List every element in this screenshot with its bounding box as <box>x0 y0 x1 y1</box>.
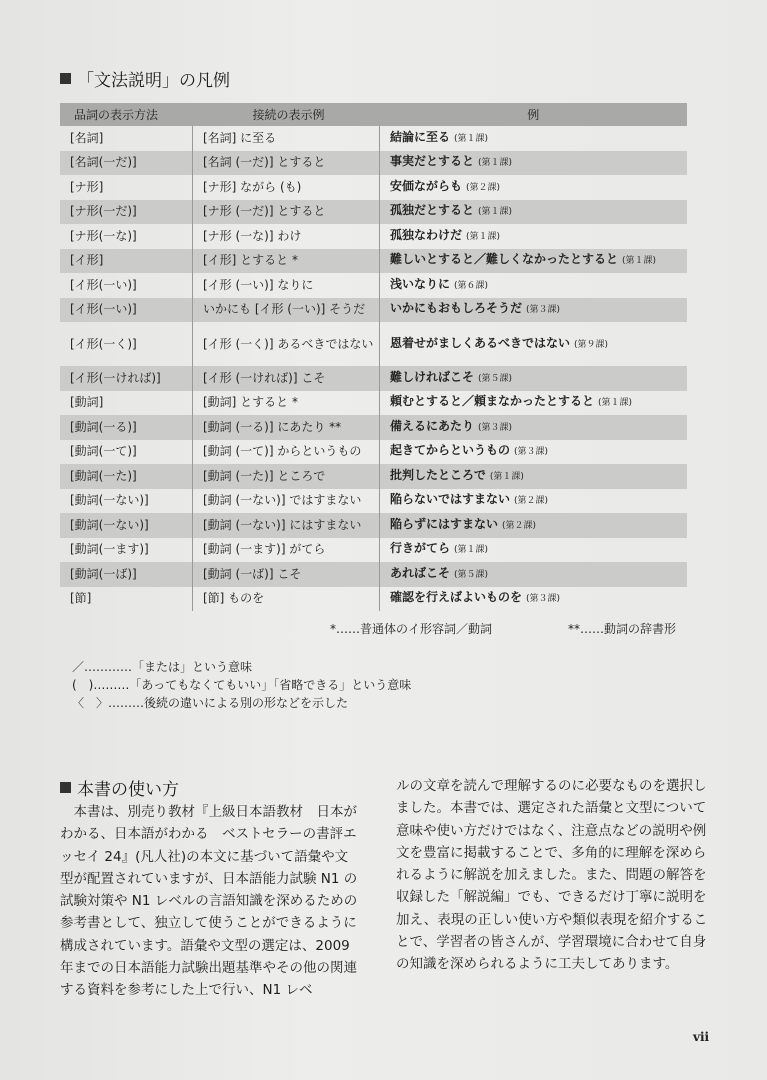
legend-table <box>60 103 687 611</box>
table-row <box>60 175 687 200</box>
page-number: vii <box>693 1030 710 1044</box>
row-connection: [動詞 (一ます)] がてら <box>193 538 380 563</box>
row-connection: [動詞 (一て)] からというもの <box>193 440 380 465</box>
section-title-usage <box>60 775 179 800</box>
row-example <box>380 440 688 465</box>
table-row <box>60 513 687 538</box>
row-example <box>380 415 688 440</box>
table-row <box>60 587 687 612</box>
row-connection: [ナ形 (一だ)] とすると <box>193 200 380 225</box>
row-pos: [動詞(一ます)] <box>70 542 149 557</box>
lesson-reference: (第２課) <box>502 520 537 531</box>
example-text: 陥らないではすまない <box>390 492 511 507</box>
lesson-reference: (第１課) <box>478 207 513 218</box>
row-connection: いかにも [イ形 (一い)] そうだ <box>193 298 380 323</box>
row-pos: [名詞(一だ)] <box>60 151 193 176</box>
lesson-reference: (第１課) <box>598 398 633 409</box>
footnote-star: *……普通体のイ形容詞／動詞 <box>330 622 493 636</box>
table-row <box>60 322 687 366</box>
row-connection: [動詞 (一ば)] こそ <box>193 562 380 587</box>
note-parentheses: ( )………「あってもなくてもいい」「省略できる」という意味 <box>72 678 412 692</box>
row-connection: [動詞 (一る)] にあたり ** <box>193 415 380 440</box>
row-pos: [ナ形(一な)] <box>70 228 137 243</box>
lesson-reference: (第６課) <box>454 280 489 291</box>
row-pos: [イ形(一く)] <box>70 336 137 351</box>
table-row <box>60 224 687 249</box>
header-example: 例 <box>380 103 688 126</box>
row-example <box>380 322 688 366</box>
row-pos: [イ形(一ければ)] <box>60 366 193 391</box>
table-row <box>60 298 687 323</box>
symbol-notes <box>72 658 411 712</box>
table-row <box>60 415 687 440</box>
lesson-reference: (第９課) <box>574 339 609 350</box>
row-example <box>380 249 688 274</box>
lesson-reference: (第１課) <box>478 158 513 169</box>
example-text: 孤独だとすると <box>390 203 475 218</box>
row-connection: [ナ形 (一な)] わけ <box>193 224 380 249</box>
lesson-reference: (第１課) <box>622 256 657 267</box>
example-text: 安価ながらも <box>390 178 463 193</box>
row-example <box>380 224 688 249</box>
section-title-text: 「文法説明」の凡例 <box>77 71 230 91</box>
example-text: 行きがてら <box>390 541 451 556</box>
table-row <box>60 366 687 391</box>
row-example <box>380 366 688 391</box>
row-pos: [動詞(一る)] <box>60 415 193 440</box>
lesson-reference: (第３課) <box>514 447 549 458</box>
row-connection: [イ形 (一く)] あるべきではない <box>193 322 380 366</box>
row-pos: [名詞] <box>70 130 104 145</box>
example-text: 難しいとすると／難しくなかったとすると <box>390 252 619 267</box>
row-connection: [動詞] とすると * <box>193 391 380 416</box>
row-pos: [動詞] <box>70 395 104 410</box>
row-connection: [名詞] に至る <box>193 126 380 151</box>
row-example <box>380 126 688 151</box>
header-connection: 接続の表示例 <box>193 103 380 126</box>
row-example <box>380 200 688 225</box>
row-connection: [動詞 (一ない)] ではすまない <box>193 489 380 514</box>
example-text: 浅いなりに <box>390 276 451 291</box>
lesson-reference: (第１課) <box>454 545 489 556</box>
lesson-reference: (第３課) <box>526 594 561 605</box>
row-example <box>380 298 688 323</box>
example-text: 備えるにあたり <box>390 418 475 433</box>
usage-column-right <box>396 775 708 976</box>
row-example <box>380 489 688 514</box>
row-example <box>380 538 688 563</box>
table-row <box>60 464 687 489</box>
table-row <box>60 391 687 416</box>
row-example <box>380 513 688 538</box>
row-pos: [イ形(一い)] <box>60 298 193 323</box>
table-header-row <box>60 103 687 126</box>
lesson-reference: (第１課) <box>454 133 489 144</box>
table-row <box>60 489 687 514</box>
row-connection: [イ形 (一ければ)] こそ <box>193 366 380 391</box>
row-pos: [動詞(一た)] <box>60 464 193 489</box>
usage-paragraph-right: ルの文章を読んで理解するのに必要なものを選択しました。本書では、選定された語彙と文型について意味や使い方だけではなく、注意点などの説明や例文を豊富に掲載することで、多角的に理解を深められるように解説を加えました。また、問題の解答を収録した「解説編」でも、できるだけ丁寧に説明を加え、表現の正しい使い方や類似表現を紹介することで、学習者の皆さんが、学習環境に合わせて自身の知識を深められるように工夫してあります。 <box>396 778 708 973</box>
square-bullet-icon <box>60 782 71 793</box>
header-pos: 品詞の表示方法 <box>60 103 193 126</box>
table-row <box>60 538 687 563</box>
table-row <box>60 273 687 298</box>
lesson-reference: (第１課) <box>489 471 524 482</box>
row-pos: [動詞(一ない)] <box>70 493 149 508</box>
row-pos: [ナ形(一だ)] <box>60 200 193 225</box>
row-connection: [名詞 (一だ)] とすると <box>193 151 380 176</box>
row-example <box>380 175 688 200</box>
row-connection: [節] ものを <box>193 587 380 612</box>
example-text: 起きてからというもの <box>390 443 511 458</box>
row-example <box>380 562 688 587</box>
row-connection: [動詞 (一ない)] にはすまない <box>193 513 380 538</box>
row-example <box>380 464 688 489</box>
table-row <box>60 151 687 176</box>
lesson-reference: (第２課) <box>466 182 501 193</box>
row-pos: [イ形(一い)] <box>70 277 137 292</box>
table-row <box>60 126 687 151</box>
row-connection: [イ形 (一い)] なりに <box>193 273 380 298</box>
note-slash: ／…………「または」という意味 <box>72 660 253 674</box>
row-pos: [動詞(一ば)] <box>60 562 193 587</box>
example-text: 陥らずにはすまない <box>390 516 499 531</box>
example-text: 確認を行えばよいものを <box>390 590 523 605</box>
example-text: 事実だとすると <box>390 154 475 169</box>
example-text: いかにもおもしろそうだ <box>390 301 523 316</box>
row-connection: [ナ形] ながら (も) <box>193 175 380 200</box>
row-pos: [動詞(一て)] <box>70 444 137 459</box>
section-title-legend <box>60 66 230 91</box>
row-example <box>380 273 688 298</box>
usage-paragraph-left: 本書は、別売り教材『上級日本語教材 日本がわかる、日本語がわかる ベストセラーの書評エッセイ 24』(凡人社)の本文に基づいて語彙や文型が配置されていますが、日本語能力試験 N1 の試験対策や N1 レベルの言語知識を深めるための参考書として、独立して使うことができるように構成されています。語彙や文型の選定は、2009 年までの日本語能力試験出題基準やその他の関連する資料を参考にした上で行い、N1 レベ <box>60 804 358 999</box>
lesson-reference: (第１課) <box>466 231 501 242</box>
row-example <box>380 587 688 612</box>
row-pos: [動詞(一ない)] <box>60 513 193 538</box>
row-pos: [節] <box>70 591 92 606</box>
lesson-reference: (第３課) <box>526 305 561 316</box>
table-body <box>60 126 687 611</box>
table-row <box>60 440 687 465</box>
lesson-reference: (第２課) <box>514 496 549 507</box>
table-row <box>60 249 687 274</box>
note-angle-brackets: 〈 〉………後続の違いによる別の形などを示した <box>72 696 349 710</box>
lesson-reference: (第５課) <box>454 569 489 580</box>
footnote-double-star: **……動詞の辞書形 <box>568 622 677 636</box>
row-pos: [ナ形] <box>70 179 104 194</box>
example-text: 恩着せがましくあるべきではない <box>390 335 571 350</box>
example-text: 難しければこそ <box>390 369 475 384</box>
table-row <box>60 200 687 225</box>
lesson-reference: (第５課) <box>478 373 513 384</box>
row-connection: [動詞 (一た)] ところで <box>193 464 380 489</box>
lesson-reference: (第３課) <box>478 422 513 433</box>
example-text: あればこそ <box>390 565 451 580</box>
example-text: 結論に至る <box>390 129 451 144</box>
row-pos: [イ形] <box>60 249 193 274</box>
row-example <box>380 151 688 176</box>
row-example <box>380 391 688 416</box>
row-connection: [イ形] とすると * <box>193 249 380 274</box>
example-text: 孤独なわけだ <box>390 227 463 242</box>
usage-column-left <box>60 801 360 1002</box>
square-bullet-icon <box>60 73 71 84</box>
example-text: 批判したところで <box>390 467 486 482</box>
table-row <box>60 562 687 587</box>
section-title-text: 本書の使い方 <box>77 780 179 800</box>
example-text: 頼むとすると／頼まなかったとすると <box>390 394 595 409</box>
